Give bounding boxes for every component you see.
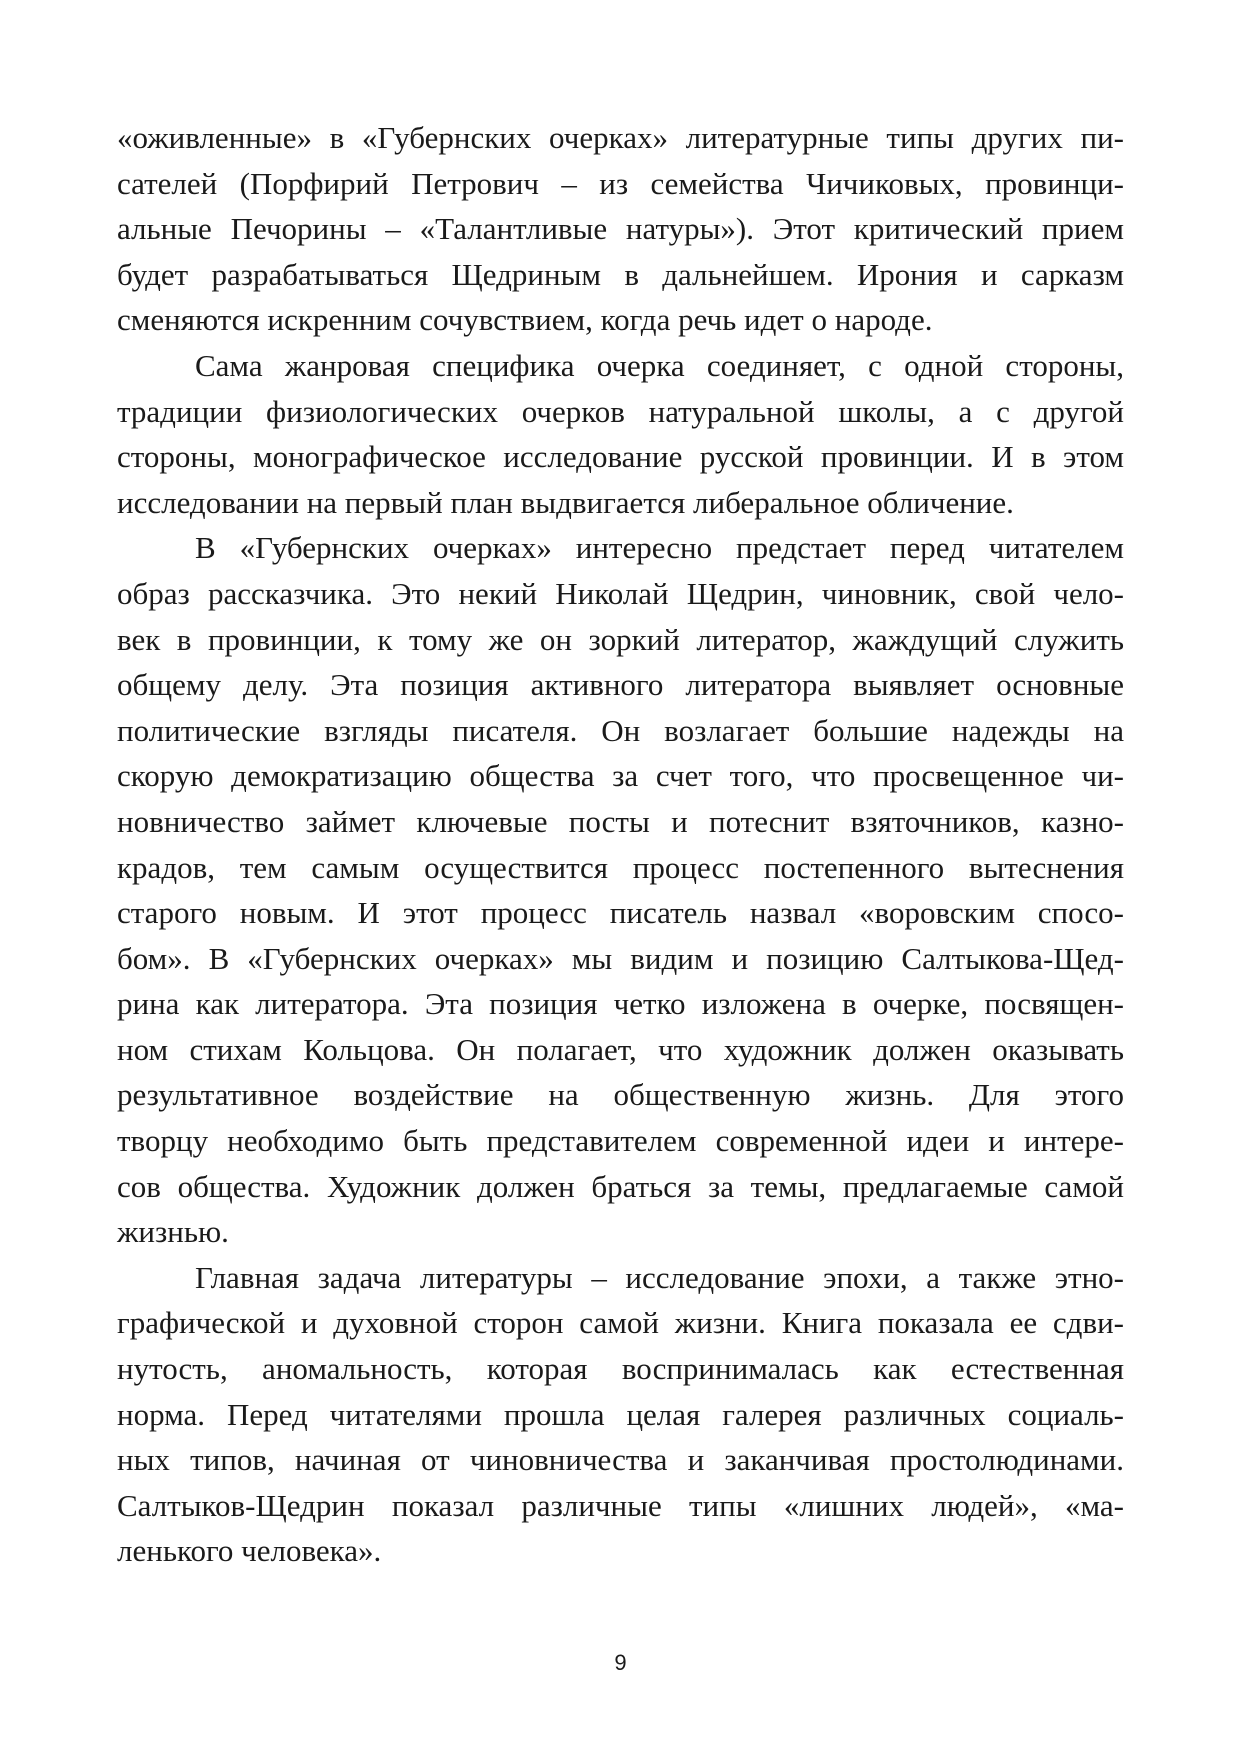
text-line: ных типов, начиная от чиновничества и заканчивая простолюдинами. [117, 1442, 1124, 1478]
text-line: стороны, монографическое исследование русской провинции. И в этом [117, 439, 1124, 475]
text-line: сателей (Порфирий Петрович – из семейства Чичиковых, провинци- [117, 165, 1124, 201]
text-line: ном стихам Кольцова. Он полагает, что художник должен оказывать [117, 1031, 1124, 1067]
text-line: альные Печорины – «Талантливые натуры»). Этот критический прием [117, 211, 1124, 247]
text-line: ленького человека». [117, 1533, 382, 1569]
text-line: исследовании на первый план выдвигается либеральное обличение. [117, 484, 1014, 520]
text-line: нутость, аномальность, которая воспринималась как естественная [117, 1351, 1124, 1387]
paragraph-1 [117, 115, 1124, 343]
text-line: старого новым. И этот процесс писатель назвал «воровским спосо- [117, 895, 1124, 931]
text-line: творцу необходимо быть представителем современной идеи и интере- [117, 1123, 1124, 1159]
text-line: будет разрабатываться Щедриным в дальнейшем. Ирония и сарказм [117, 256, 1124, 292]
body-text [117, 115, 1124, 1574]
text-line: бом». В «Губернских очерках» мы видим и позицию Салтыкова-Щед- [117, 940, 1124, 976]
text-line: Сама жанровая специфика очерка соединяет, с одной стороны, [195, 347, 1124, 383]
text-line: политические взгляды писателя. Он возлагает большие надежды на [117, 712, 1124, 748]
text-line: сменяются искренним сочувствием, когда речь идет о народе. [117, 302, 933, 338]
text-line: новничество займет ключевые посты и потеснит взяточников, казно- [117, 803, 1124, 839]
paragraph-3 [117, 525, 1124, 1255]
text-line: В «Губернских очерках» интересно предстает перед читателем [195, 530, 1124, 566]
text-line: Главная задача литературы – исследование эпохи, а также этно- [195, 1259, 1124, 1295]
text-line: норма. Перед читателями прошла целая галерея различных социаль- [117, 1396, 1124, 1432]
text-line: сов общества. Художник должен браться за темы, предлагаемые самой [117, 1168, 1124, 1204]
text-line: скорую демократизацию общества за счет того, что просвещенное чи- [117, 758, 1124, 794]
text-line: век в провинции, к тому же он зоркий литератор, жаждущий служить [117, 621, 1124, 657]
paragraph-4 [117, 1255, 1124, 1574]
text-line: общему делу. Эта позиция активного литератора выявляет основные [117, 667, 1124, 703]
page-number: 9 [614, 1650, 627, 1675]
text-line: крадов, тем самым осуществится процесс постепенного вытеснения [117, 849, 1124, 885]
paragraph-2 [117, 343, 1124, 525]
text-line: результативное воздействие на общественную жизнь. Для этого [117, 1077, 1124, 1113]
text-line: «оживленные» в «Губернских очерках» литературные типы других пи- [117, 120, 1124, 155]
text-line: Салтыков-Щедрин показал различные типы «лишних людей», «ма- [117, 1487, 1124, 1523]
text-line: графической и духовной сторон самой жизни. Книга показала ее сдви- [117, 1305, 1124, 1341]
text-line: традиции физиологических очерков натуральной школы, а с другой [117, 393, 1124, 429]
text-line: жизнью. [117, 1214, 229, 1250]
text-line: образ рассказчика. Это некий Николай Щедрин, чиновник, свой чело- [117, 575, 1124, 611]
text-line: рина как литератора. Эта позиция четко изложена в очерке, посвящен- [117, 986, 1124, 1022]
